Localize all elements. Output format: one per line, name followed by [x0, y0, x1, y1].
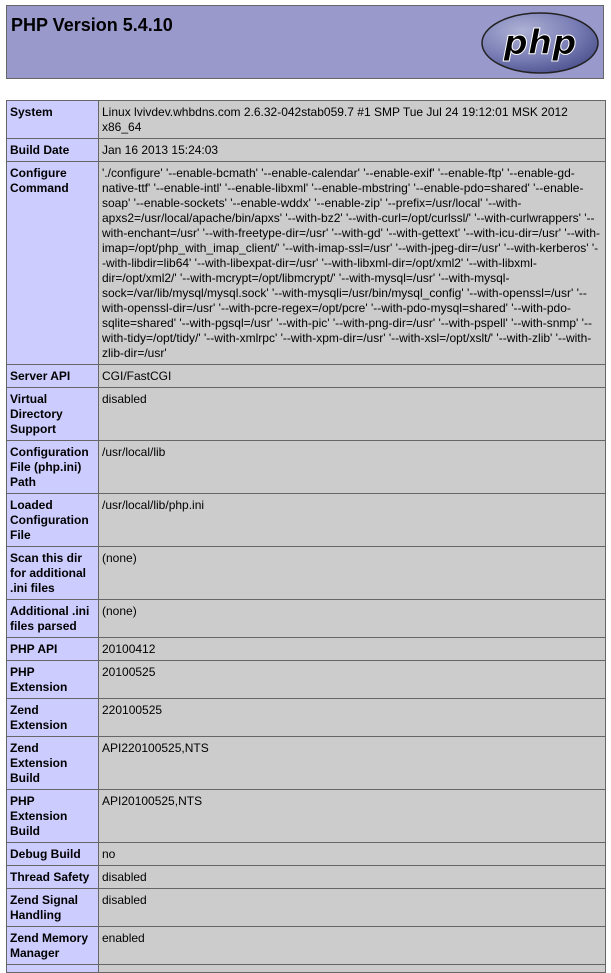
table-row [7, 388, 606, 441]
table-row [7, 638, 606, 661]
table-row [7, 699, 606, 737]
table-row [7, 600, 606, 638]
info-table [6, 100, 606, 973]
table-row [7, 927, 606, 965]
row-value: Linux lvivdev.whbdns.com 2.6.32-042stab059.7 #1 SMP Tue Jul 24 19:12:01 MSK 2012 x86_64 [99, 101, 606, 139]
table-row [7, 843, 606, 866]
row-key: Build Date [7, 139, 99, 162]
row-key: Configure Command [7, 162, 99, 365]
row-value: Jan 16 2013 15:24:03 [99, 139, 606, 162]
row-value: (none) [99, 600, 606, 638]
row-key: Server API [7, 365, 99, 388]
row-key: Virtual Directory Support [7, 388, 99, 441]
table-row [7, 162, 606, 365]
row-value: API220100525,NTS [99, 737, 606, 790]
table-row [7, 139, 606, 162]
row-value: 20100412 [99, 638, 606, 661]
table-row [7, 494, 606, 547]
row-value: enabled [99, 927, 606, 965]
row-value [99, 965, 606, 973]
row-key: Zend Extension Build [7, 737, 99, 790]
row-key [7, 965, 99, 973]
row-key: System [7, 101, 99, 139]
table-row [7, 661, 606, 699]
table-row [7, 790, 606, 843]
row-key: Additional .ini files parsed [7, 600, 99, 638]
row-key: Zend Memory Manager [7, 927, 99, 965]
row-key: Configuration File (php.ini) Path [7, 441, 99, 494]
row-value: /usr/local/lib [99, 441, 606, 494]
row-key: PHP Extension [7, 661, 99, 699]
row-key: Scan this dir for additional .ini files [7, 547, 99, 600]
row-value: API20100525,NTS [99, 790, 606, 843]
row-value: disabled [99, 889, 606, 927]
row-value: 20100525 [99, 661, 606, 699]
row-value: /usr/local/lib/php.ini [99, 494, 606, 547]
row-value: './configure' '--enable-bcmath' '--enable-calendar' '--enable-exif' '--enable-ftp' '--enable-gd-native-ttf' '--enable-intl' '--enable-libxml' '--enable-mbstring' '--enable-pdo=shared' '--enable-soap' '--enable-sockets' '--enable-wddx' '--enable-zip' '--prefix=/usr/local' '--with-apxs2=/usr/local/apache/bin/apxs' '--with-bz2' '--with-curl=/opt/curlssl/' '--with-curlwrappers' '--with-enchant=/usr' '--with-freetype-dir=/usr' '--with-gd' '--with-gettext' '--with-icu-dir=/usr' '--with-imap=/opt/php_with_imap_client/' '--with-imap-ssl=/usr' '--with-jpeg-dir=/usr' '--with-kerberos' '--with-libdir=lib64' '--with-libexpat-dir=/usr' '--with-libxml-dir=/opt/xml2' '--with-libxml-dir=/opt/xml2/' '--with-mcrypt=/opt/libmcrypt/' '--with-mysql=/usr' '--with-mysql-sock=/var/lib/mysql/mysql.sock' '--with-mysqli=/usr/bin/mysql_config' '--with-openssl=/usr' '--with-openssl-dir=/usr' '--with-pcre-regex=/opt/pcre' '--with-pdo-mysql=shared' '--with-pdo-sqlite=shared' '--with-pgsql=/usr' '--with-pic' '--with-png-dir=/usr' '--with-pspell' '--with-snmp' '--with-tidy=/opt/tidy/' '--with-xmlrpc' '--with-xpm-dir=/usr' '--with-xsl=/opt/xslt/' '--with-zlib' '--with-zlib-dir=/usr' [99, 162, 606, 365]
page-title: PHP Version 5.4.10 [11, 15, 173, 35]
table-row [7, 965, 606, 973]
php-version-header [6, 5, 604, 79]
logo-text: php [503, 23, 577, 63]
row-value: disabled [99, 388, 606, 441]
row-key: PHP API [7, 638, 99, 661]
row-key: Zend Extension [7, 699, 99, 737]
row-value: (none) [99, 547, 606, 600]
row-value: disabled [99, 866, 606, 889]
row-value: 220100525 [99, 699, 606, 737]
php-logo[interactable] [480, 11, 600, 75]
table-row [7, 441, 606, 494]
table-row [7, 365, 606, 388]
row-value: no [99, 843, 606, 866]
row-key: Zend Signal Handling [7, 889, 99, 927]
table-row [7, 101, 606, 139]
row-key: Debug Build [7, 843, 99, 866]
table-row [7, 547, 606, 600]
row-key: PHP Extension Build [7, 790, 99, 843]
row-key: Thread Safety [7, 866, 99, 889]
table-row [7, 866, 606, 889]
row-value: CGI/FastCGI [99, 365, 606, 388]
row-key: Loaded Configuration File [7, 494, 99, 547]
table-row [7, 737, 606, 790]
